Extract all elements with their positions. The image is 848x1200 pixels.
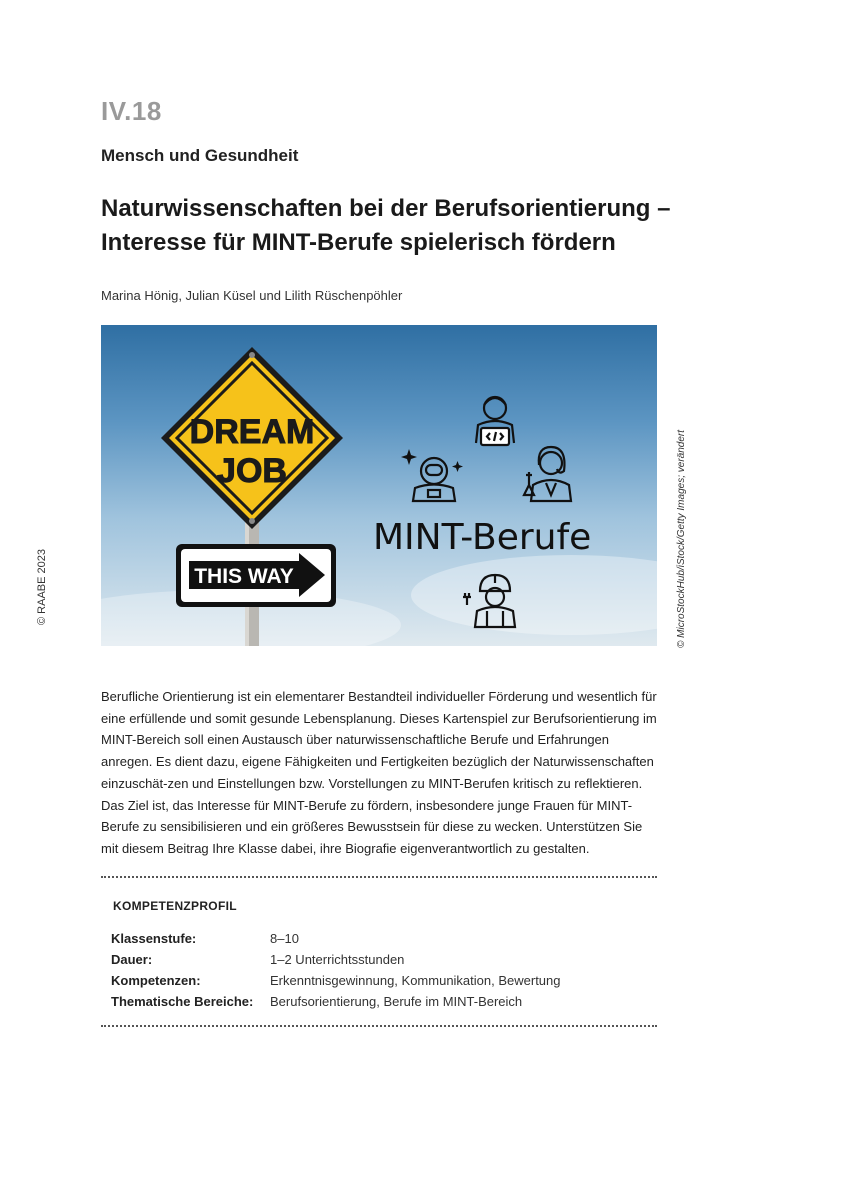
title-line-2: Interesse für MINT-Berufe spielerisch fördern xyxy=(101,229,616,256)
kp-value: Erkenntnisgewinnung, Kommunikation, Bewertung xyxy=(270,973,561,988)
sign-text-job: JOB xyxy=(217,452,287,490)
kp-label: Dauer: xyxy=(111,952,153,967)
divider-bottom xyxy=(101,1025,657,1027)
kp-value: 8–10 xyxy=(270,931,299,946)
this-way-sign xyxy=(176,544,336,607)
title-line-1: Naturwissenschaften bei der Berufsorientierung – xyxy=(101,195,671,222)
kp-label: Klassenstufe: xyxy=(111,931,197,946)
kp-row-kompetenzen xyxy=(111,970,561,991)
mint-berufe-label: MINT-Berufe xyxy=(373,517,592,558)
scientist-icon xyxy=(524,447,571,501)
image-credit: © MicroStockHub/iStock/Getty Images; verändert xyxy=(676,429,687,648)
kompetenzprofil-table xyxy=(111,928,561,1012)
dream-job-sign xyxy=(161,347,343,529)
kp-value: Berufsorientierung, Berufe im MINT-Bereich xyxy=(270,994,523,1009)
kp-label: Kompetenzen: xyxy=(111,973,201,988)
sign-text-this-way: THIS WAY xyxy=(194,565,294,588)
hero-image xyxy=(101,325,657,646)
intro-paragraph: Berufliche Orientierung ist ein elementarer Bestandteil individueller Förderung und wesentlich für eine erfüllende und somit gesunde Lebensplanung. Dieses Kartenspiel zur Berufsorientierung im MINT-Bereich soll einen Austausch über naturwissenschaftliche Berufe und Erfahrungen anregen. Es dient dazu, eigene Fähigkeiten und Fertigkeiten bezüglich der Naturwissenschaften einzuschät-zen und Einstellungen bzw. Vorstellungen zu MINT-Berufen kritisch zu reflektieren. Das Ziel ist, das Interesse für MINT-Berufe zu fördern, insbesondere junge Frauen für MINT-Berufe zu sensibilisieren und ein größeres Bewusstsein für diese zu wecken. Unterstützen Sie mit diesem Beitrag Ihre Klasse dabei, ihre Biografie eigenverantwortlich zu gestalten. xyxy=(101,689,657,856)
developer-icon xyxy=(476,397,514,445)
page-title xyxy=(101,192,701,260)
hero-illustration xyxy=(101,325,657,646)
chapter-number: IV.18 xyxy=(101,96,162,126)
kp-row-thematische-bereiche xyxy=(111,991,561,1012)
kp-label: Thematische Bereiche: xyxy=(111,994,254,1009)
authors: Marina Hönig, Julian Küsel und Lilith Rüschenpöhler xyxy=(101,288,403,303)
astronaut-icon xyxy=(401,449,463,501)
kompetenzprofil-heading: KOMPETENZPROFIL xyxy=(113,899,237,913)
kp-row-klassenstufe xyxy=(111,928,561,949)
subject-heading: Mensch und Gesundheit xyxy=(101,146,299,165)
kp-row-dauer xyxy=(111,949,561,970)
divider-top xyxy=(101,876,657,878)
kp-value: 1–2 Unterrichtsstunden xyxy=(270,952,405,967)
sign-text-dream: DREAM xyxy=(189,413,315,451)
copyright-notice: © RAABE 2023 xyxy=(36,549,48,625)
